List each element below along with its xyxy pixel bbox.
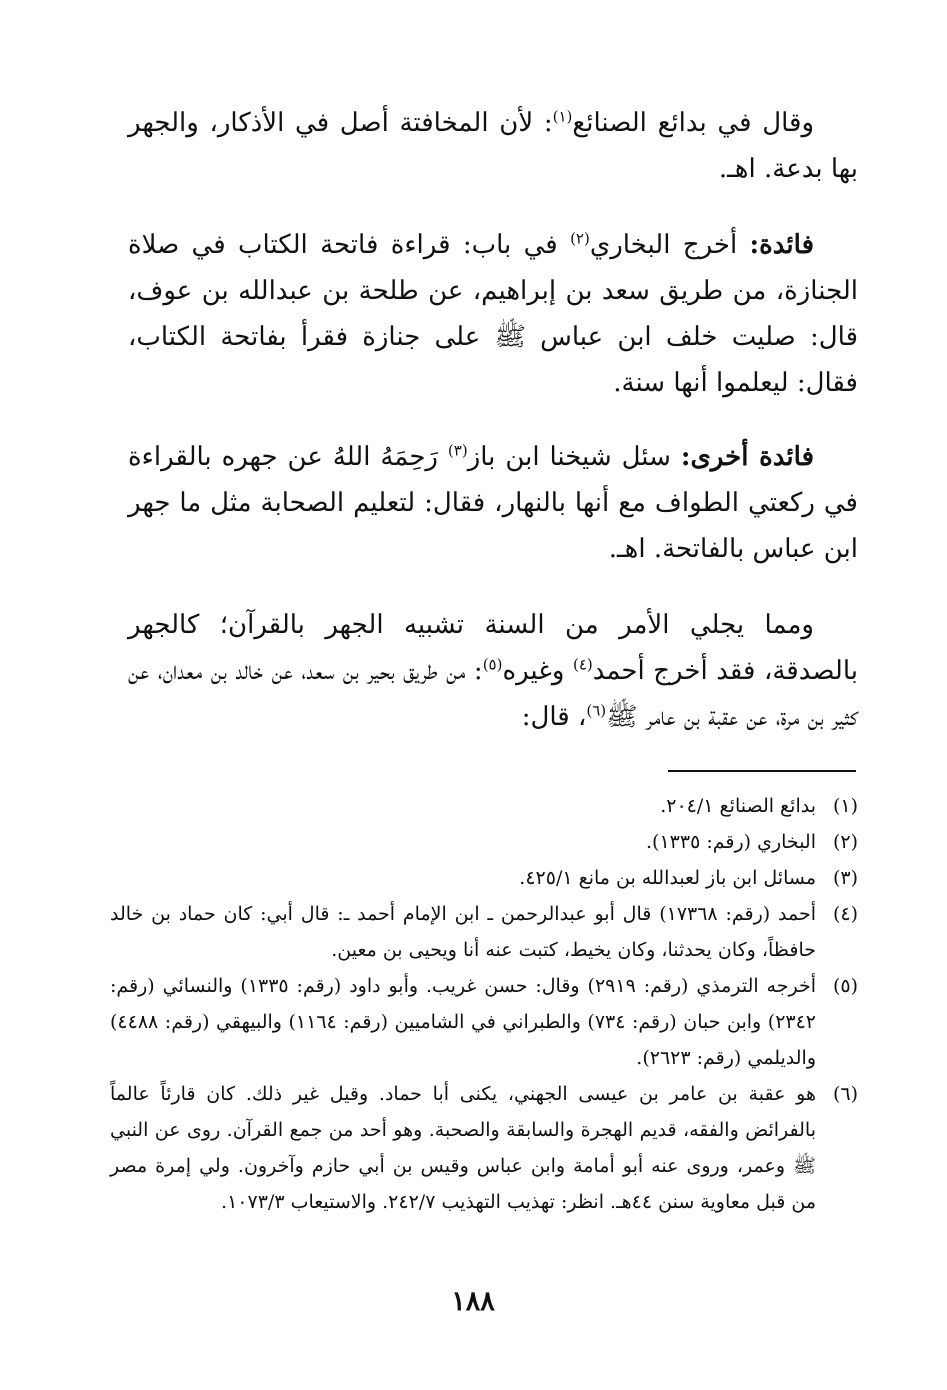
footnote-number: (٤) xyxy=(832,903,858,925)
footnote-item xyxy=(110,1076,858,1220)
paragraph-faida-ukhra xyxy=(128,434,858,572)
paragraph-text-part: ، قال: xyxy=(521,702,587,732)
paragraph-text-part: ومما يجلي الأمر من السنة تشبيه الجهر بالقرآن؛ كالجهر بالصدقة، فقد أخرج أحمد xyxy=(128,610,858,686)
paragraph-text-part: : لأن المخافتة أصل في الأذكار، والجهر بها بدعة. اهـ. xyxy=(128,108,858,184)
footnote-text: البخاري (رقم: ١٣٣٥). xyxy=(646,831,816,853)
paragraph-text-part: سئل شيخنا ابن باز xyxy=(467,442,681,472)
footnote-number: (٦) xyxy=(832,1083,858,1105)
footnote-ref-1[interactable]: (١) xyxy=(552,107,573,126)
paragraph-text xyxy=(128,602,858,740)
footnote-text: بدائع الصنائع ٢٠٤/١. xyxy=(660,795,816,817)
footnote-text: مسائل ابن باز لعبدالله بن مانع ٤٢٥/١. xyxy=(519,867,816,889)
footnote-text: أحمد (رقم: ١٧٣٦٨) قال أبو عبدالرحمن ـ ابن الإمام أحمد ـ: قال أبي: كان حماد بن خالد حافظاً، وكان يحدثنا، وكان يخيط، كتبت عنه أنا ويحيى بن معين. xyxy=(110,903,817,961)
footnote-separator xyxy=(668,770,856,772)
paragraph-label: فائدة أخرى: xyxy=(680,442,815,472)
footnote-item xyxy=(110,824,858,860)
paragraph-text-part: : من طريق بحير بن سعد، عن خالد بن معدان، عن كثير بن مرة، عن عقبة بن عامر ﷺ xyxy=(128,656,858,732)
paragraph-text xyxy=(128,100,858,192)
footnote-number: (٢) xyxy=(832,831,858,853)
footnote-number: (٥) xyxy=(832,975,858,997)
footnote-item xyxy=(110,860,858,896)
paragraph-faida-bukhari xyxy=(128,222,858,406)
footnote-item xyxy=(110,896,858,968)
footnote-text: أخرجه الترمذي (رقم: ٢٩١٩) وقال: حسن غريب. وأبو داود (رقم: ١٣٣٥) والنسائي (رقم: ٢٣٤٢) وابن حبان (رقم: ٧٣٤) والطبراني في الشاميين (رقم: ١١٦٤) والبيهقي (رقم: ٤٤٨٨) والديلمي (رقم: ٢٦٢٣). xyxy=(110,975,817,1069)
paragraph-text-part: وقال في بدائع الصنائع xyxy=(572,108,814,138)
footnote-text: هو عقبة بن عامر بن عيسى الجهني، يكنى أبا حماد. وقيل غير ذلك. كان قارئاً عالماً بالفرائض والفقه، قديم الهجرة والسابقة والصحبة. وهو أحد من جمع القرآن. روى عن النبي ﷺ وعمر، وروى عنه أبو أمامة وابن عباس وقيس بن أبي حازم وآخرون. ولي إمرة مصر من قبل معاوية سنن ٤٤هـ. انظر: تهذيب التهذيب ٢٤٢/٧. والاستيعاب ١٠٧٣/٣. xyxy=(110,1083,816,1213)
paragraph-text-part: أخرج البخاري xyxy=(589,230,750,260)
footnote-number: (١) xyxy=(832,795,858,817)
paragraph-text-part: في باب: قراءة فاتحة الكتاب في صلاة الجنازة، من طريق سعد بن إبراهيم، عن طلحة بن عبدالله بن عوف، قال: صليت خلف ابن عباس ﷺ على جنازة فقرأ بفاتحة الكتاب، فقال: ليعلموا أنها سنة. xyxy=(128,230,858,398)
footnote-ref-2[interactable]: (٢) xyxy=(570,229,590,248)
page-number: ١٨٨ xyxy=(451,1286,495,1317)
footnote-item xyxy=(110,968,858,1076)
footnote-number: (٣) xyxy=(832,867,858,889)
paragraph-text xyxy=(128,222,858,406)
paragraph-text-part: رَحِمَهُ اللهُ عن جهره بالقراءة في ركعتي الطواف مع أنها بالنهار، فقال: لتعليم الصحابة مثل ما جهر ابن عباس بالفاتحة. اهـ. xyxy=(128,442,858,564)
paragraph-label: فائدة: xyxy=(749,230,815,260)
footnote-item xyxy=(110,788,858,824)
footnote-ref-3[interactable]: (٣) xyxy=(447,441,468,460)
paragraph-jahr-sadaqa xyxy=(128,602,858,740)
footnote-ref-5[interactable]: (٥) xyxy=(482,655,503,674)
footnote-ref-4[interactable]: (٤) xyxy=(572,655,593,674)
paragraph-text-part: وغيره xyxy=(502,656,573,686)
footnote-ref-6[interactable]: (٦) xyxy=(586,701,607,720)
paragraph-text xyxy=(128,434,858,572)
paragraph-bada-i-al-sanai xyxy=(128,100,858,192)
footnotes-section xyxy=(110,788,858,1220)
